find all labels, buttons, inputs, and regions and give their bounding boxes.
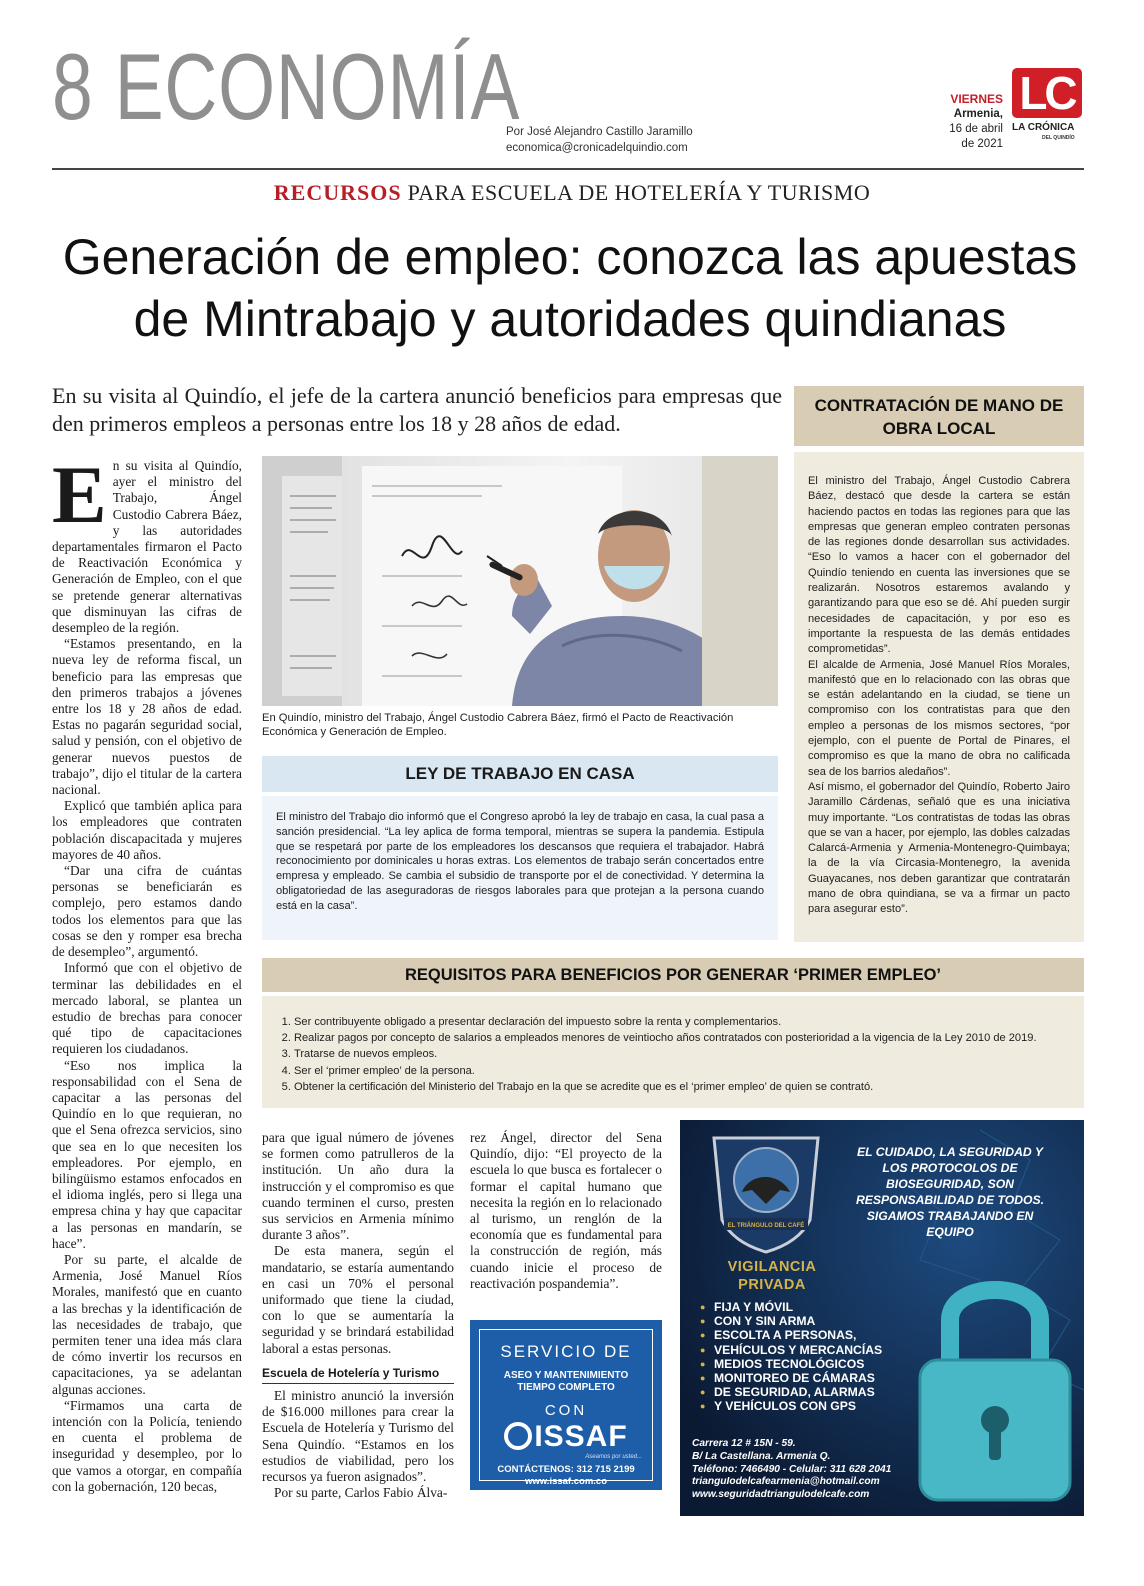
paragraph: para que igual número de jóvenes se formen como patrulleros de la institución. Un año dura la instrucción y el compromiso es que cuando terminen el curso, presten sus servicios en Armenia mínimo durante 3 años”. [262,1130,454,1243]
vigilancia-title-line-1: VIGILANCIA [727,1259,817,1275]
paragraph: “Eso nos implica la responsabilidad con el Sena de capacitar a las personas del Quindío en lo que requieran, no que el Sena ofrezca servicios, sino que sea en lo que necesiten los empleadores. Por ejemplo, en bilingüismo estamos enfocados en el idioma inglés, pero si llega una empresa china y hay que capacitar a las personas en mandarín, se hace”. [52,1057,242,1251]
date-block [915,92,1003,152]
list-item: ● DE SEGURIDAD, ALARMAS [700,1385,882,1399]
tagline-line: EQUIPO [926,1225,974,1239]
website-link[interactable]: www.seguridadtriangulodelcafe.com [692,1489,870,1501]
issaf-line-3: CON [544,1402,588,1419]
date-line2: de 2021 [961,138,1003,150]
photo-illustration [262,456,778,706]
badge-text: EL TRIÁNGULO DEL CAFÉ [727,1223,805,1229]
list-item: ● MEDIOS TECNOLÓGICOS [700,1357,882,1371]
headline [40,226,1100,350]
newspaper-logo[interactable] [1012,68,1084,154]
tagline-line: RESPONSABILIDAD DE TODOS. [855,1193,1045,1207]
paragraph: n su visita al Quindío, ayer el ministro del Trabajo, Ángel Custodio Cabrera Báez, y las autoridades departamentales firmaron el Pacto de Reactivación Económica y Generación de Empleo, con el que se pretende generar alternativas que disminuyan las cifras de desempleo de la región. [52,458,242,636]
sidebar-title-line-2: OBRA LOCAL [882,419,996,438]
sidebar-title-line-1: CONTRATACIÓN DE MANO DE [814,396,1064,415]
date-line1: 16 de abril [949,123,1003,135]
requisitos-body [262,996,1084,1108]
issaf-frame [479,1329,653,1487]
address-line: Carrera 12 # 15N - 59. [692,1438,796,1449]
paragraph: “Firmamos una carta de intención con la Policía, teniendo en cuenta el problema de inseguridad y desempleo, por lo que vamos a otorgar, en compañía con la gobernación, 120 becas, [52,1397,242,1494]
tagline-line: LOS PROTOCOLOS DE [882,1161,1018,1175]
date-day: VIERNES [950,92,1003,106]
byline-email[interactable]: economica@cronicadelquindio.com [506,142,688,154]
sidebar-paragraph: El ministro del Trabajo, Ángel Custodio Cabrera Báez, destacó que desde la cartera se están haciendo pactos en todas las regiones para que las empresas que generan empleo contraten personas de las regiones donde desarrollan sus actividades. “Eso lo vamos a hacer con el gobernador del Quindío teniendo en cuenta las inversiones que se realizarán. Nosotros estaremos avalando y garantizando para que eso se dé. Ahí pueden surgir necesidades de capacitación, y por eso es importante la respuesta de las demás entidades comprometidas”. [808,475,1070,656]
paragraph: Explicó que también aplica para los empleadores que contraten población discapacitada y mujeres mayores de 40 años. [52,798,242,862]
kicker-highlight: RECURSOS [273,180,402,205]
sidebar-paragraph: El alcalde de Armenia, José Manuel Ríos Morales, manifestó que en lo relacionado con las obras que se están adelantando en la ciudad, se tiene un compromiso con los contratistas para que den empleo a personas de los mismos sectores, “por ejemplo, con el puente de Portal de Pinares, el compromiso es que la mano de obra no calificada sea de los barrios aledaños”. [808,658,1070,778]
issaf-line-1: SERVICIO DE [500,1342,632,1361]
deck: En su visita al Quindío, el jefe de la cartera anunció beneficios para empresas que den primeros empleos a personas entre los 18 y 28 años de edad. [52,383,782,436]
vigilancia-advertisement[interactable] [680,1120,1084,1516]
article-column-b [262,1130,454,1501]
vigilancia-address [692,1438,891,1502]
drop-cap: E [52,449,107,540]
list-item: 5. Obtener la certificación del Ministerio del Trabajo en la que se acredite que es el ‘primer empleo’ de quien se contrató. [294,1079,1068,1095]
phone-line: Teléfono: 7466490 - Celular: 311 628 2041 [692,1463,892,1475]
headline-line-1: Generación de empleo: conozca las apuestas [62,229,1078,285]
section-subhead: Escuela de Hotelería y Turismo [262,1365,454,1384]
vigilancia-tagline [832,1144,1068,1240]
issaf-phone: CONTÁCTENOS: 312 715 2199 [497,1464,635,1475]
list-item: ● CON Y SIN ARMA [700,1314,882,1328]
logo-letters: LC [1012,68,1082,118]
byline-author: Por José Alejandro Castillo Jaramillo [506,126,693,138]
issaf-website[interactable]: www.issaf.com.co [524,1476,607,1487]
paragraph: Informó que con el objetivo de terminar las debilidades en el mercado laboral, se plantea un estudio de brechas para conocer qué tipo de capacitaciones requieren los ciudadanos. [52,960,242,1057]
email-link[interactable]: trianguIodelcafearmenia@hotmail.com [692,1476,880,1488]
kicker [0,180,1144,206]
photo-caption: En Quindío, ministro del Trabajo, Ángel Custodio Cabrera Báez, firmó el Pacto de Reactivación Económica y Generación de Empleo. [262,712,734,738]
issaf-line-2 [480,1370,652,1394]
paragraph: rez Ángel, director del Sena Quindío, dijo: “El proyecto de la escuela lo que busca es fortalecer o formar el capital humano que necesita la región en lo relacionado al turismo, un renglón de la economía que es fundamental para la construcción de región, más cuando inicie el proceso de reactivación pospandemia”. [470,1130,662,1291]
list-item: 4. Ser el ‘primer empleo’ de la persona. [294,1063,1068,1079]
article-column-main [52,449,242,1495]
list-item: ● MONITOREO DE CÁMARAS [700,1371,882,1385]
list-item: ● Y VEHÍCULOS CON GPS [700,1399,882,1413]
paragraph: “Dar una cifra de cuántas personas se beneficiarán es complejo, pero estamos dando todos los elementos para que las cosas se den y romper esa brecha de desempleo”, argumentó. [52,863,242,960]
header-divider [52,168,1084,170]
requisitos-list [278,1014,1068,1095]
requisitos-title: REQUISITOS PARA BENEFICIOS POR GENERAR ‘PRIMER EMPLEO’ [262,958,1084,992]
logo-sub: DEL QUINDÍO [1042,135,1075,141]
byline [506,124,693,156]
sidebar-title [794,386,1084,446]
list-item: 2. Realizar pagos por concepto de salarios a empleados menores de veintiocho años contratados con posterioridad a la vigencia de la Ley 2010 de 2019. [294,1030,1068,1046]
list-item: 1. Ser contribuyente obligado a presentar declaración del impuesto sobre la renta y complementarios. [294,1014,1068,1030]
sidebar-paragraph: Así mismo, el gobernador del Quindío, Roberto Jairo Jaramillo Cárdenas, señaló que es una iniciativa muy importante. “Los contratistas de todas las obras que se van a hacer, por ejemplo, las dobles calzadas Calarcá-Armenia y Armenia-Montenegro-Quimbaya; la de la vía Circasia-Montenegro, la avenida Guayacanes, nos deben garantizar que contratarán mano de obra quindiana, se va a firmar un pacto para asegurar esto”. [808,780,1070,916]
article-column-c [470,1130,662,1292]
article-photo [262,456,778,706]
logo-name: LA CRÓNICA [1012,122,1075,133]
date-city: Armenia, [953,108,1003,120]
address-line: B/ La Castellana. Armenia Q. [692,1450,831,1462]
issaf-line-2b: TIEMPO COMPLETO [517,1382,615,1393]
issaf-brand-text: ISSAF [534,1420,628,1453]
list-item: 3. Tratarse de nuevos empleos. [294,1046,1068,1062]
paragraph: El ministro anunció la inversión de $16.000 millones para crear la Escuela de Hotelería y Turismo del Sena Quindío. “Estamos en los estudios de viabilidad, pero los recursos ya fueron asignados”. [262,1388,454,1485]
issaf-line-2a: ASEO Y MANTENIMIENTO [503,1370,629,1381]
issaf-contact [480,1464,652,1488]
issaf-brand [480,1420,652,1454]
paragraph: De esta manera, según el mandatario, se estaría aumentando en casi un 70% el personal uniformado que tiene la ciudad, con lo que se aumentaría la seguridad y se brindará estabilidad laboral a estas personas. [262,1243,454,1356]
tagline-line: EL CUIDADO, LA SEGURIDAD Y [857,1145,1043,1159]
vigilancia-title [702,1258,842,1294]
vigilancia-services [700,1300,882,1414]
headline-line-2: de Mintrabajo y autoridades quindianas [133,291,1007,347]
ley-box-title: LEY DE TRABAJO EN CASA [262,756,778,792]
kicker-rest: PARA ESCUELA DE HOTELERÍA Y TURISMO [401,180,871,205]
paragraph: Por su parte, el alcalde de Armenia, José Manuel Ríos Morales, manifestó que en cuanto a las brechas y la identificación de las necesidades de trabajo, que permiten tener una idea más clara de cómo invertir los recursos en capacitaciones, ya se adelantan algunas acciones. [52,1251,242,1397]
issaf-logo-icon [504,1422,532,1450]
ley-box-body: El ministro del Trabajo dio informó que el Congreso aprobó la ley de trabajo en casa, la cual pasa a sanción presidencial. “La ley aplica de forma temporal, mientras se supera la pandemia. Estipula que se respetará por parte de los empleadores los descansos que requiera el trabajador. Habrá reconocimiento por dominicales u horas extras. Los elementos de trabajo serán concertados entre empresa y empleado. Se cambia el subsidio de transporte por el de conectividad. Y determina la obligatoriedad de las aseguradoras de riesgos laborales para que protejan a la persona cuando está en la casa”. [262,796,778,940]
paragraph: Por su parte, Carlos Fabio Álva- [274,1485,448,1501]
issaf-slogan: Aseamos por usted... [585,1454,642,1460]
issaf-advertisement[interactable] [470,1320,662,1490]
list-item: ● VEHÍCULOS Y MERCANCÍAS [700,1343,882,1357]
section-title: 8 ECONOMÍA [52,34,521,139]
list-item: ● ESCOLTA A PERSONAS, [700,1328,882,1342]
list-item: ● FIJA Y MÓVIL [700,1300,882,1314]
sidebar-body [794,452,1084,942]
paragraph: “Estamos presentando, en la nueva ley de reforma fiscal, un beneficio para las empresas que den primeros trabajos a jóvenes entre los 18 y 28 años de edad. Estas no pagarán seguridad social, salud y pensión, con el objetivo de generar nuevos puestos de trabajo”, dijo el titular de la cartera nacional. [52,636,242,798]
tagline-line: SIGAMOS TRABAJANDO EN [866,1209,1034,1223]
vigilancia-title-line-2: PRIVADA [738,1277,806,1293]
tagline-line: BIOSEGURIDAD, SON [886,1177,1014,1191]
